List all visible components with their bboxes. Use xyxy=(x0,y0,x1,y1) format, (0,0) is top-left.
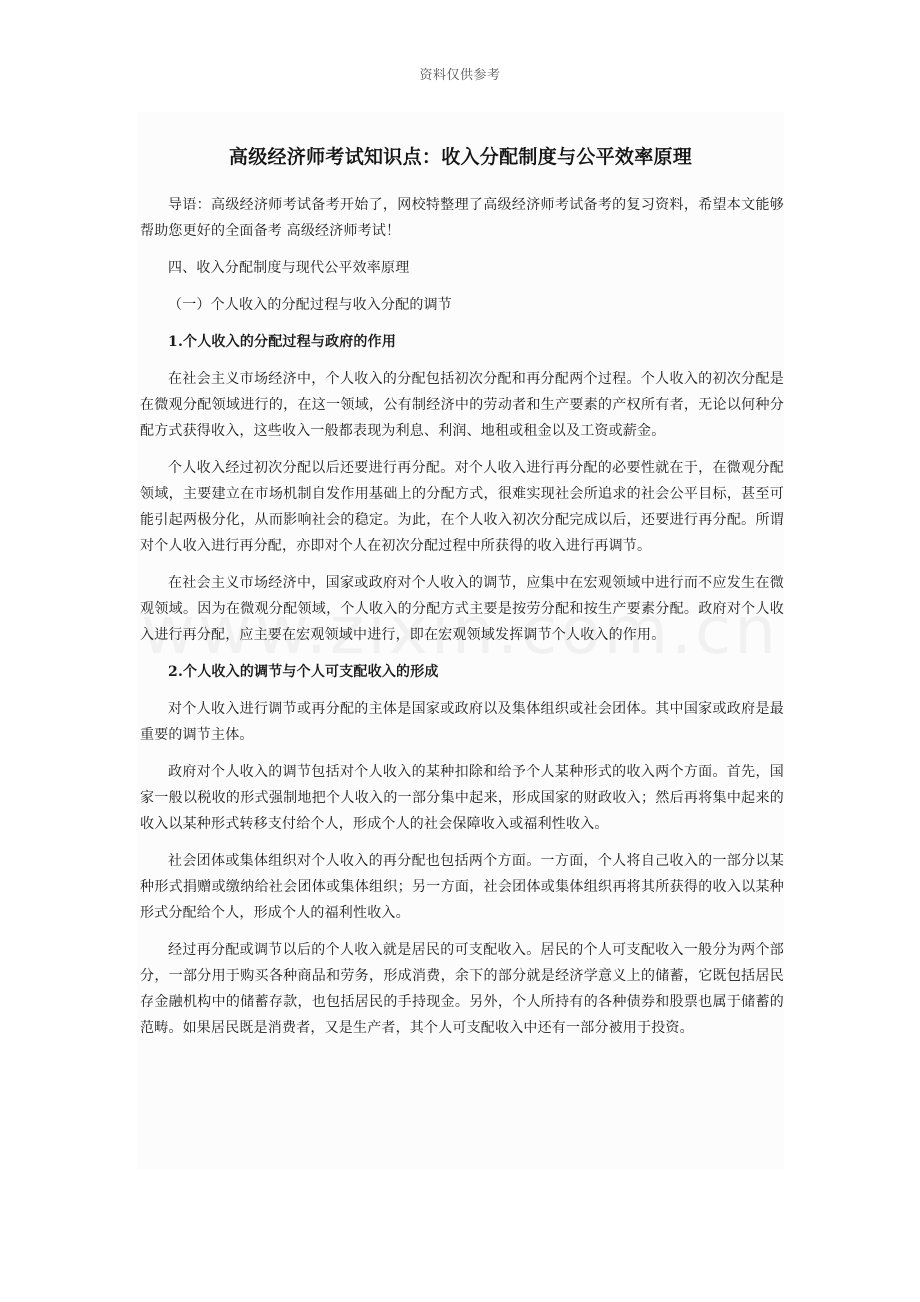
document-body xyxy=(137,112,784,1169)
document-text xyxy=(140,192,784,1052)
intro-paragraph: 导语：高级经济师考试备考开始了，网校特整理了高级经济师考试备考的复习资料，希望本文能够帮助您更好的全面备考 高级经济师考试！ xyxy=(140,197,784,239)
topic-heading-1: 1.个人收入的分配过程与政府的作用 xyxy=(168,334,397,350)
section-heading: 四、收入分配制度与现代公平效率原理 xyxy=(168,260,410,276)
body-paragraph: 在社会主义市场经济中，个人收入的分配包括初次分配和再分配两个过程。个人收入的初次分配是在微观分配领域进行的，在这一领域，公有制经济中的劳动者和生产要素的产权所有者，无论以何种分配方式获得收入，这些收入一般都表现为利息、利润、地租或租金以及工资或薪金。 xyxy=(140,371,784,439)
body-paragraph: 社会团体或集体组织对个人收入的再分配也包括两个方面。一方面，个人将自己收入的一部分以某种形式捐赠或缴纳给社会团体或集体组织；另一方面，社会团体或集体组织再将其所获得的收入以某种形式分配给个人，形成个人的福利性收入。 xyxy=(140,853,784,921)
body-paragraph: 政府对个人收入的调节包括对个人收入的某种扣除和给予个人某种形式的收入两个方面。首先，国家一般以税收的形式强制地把个人收入的一部分集中起来，形成国家的财政收入；然后再将集中起来的收入以某种形式转移支付给个人，形成个人的社会保障收入或福利性收入。 xyxy=(140,764,784,832)
subsection-heading: （一）个人收入的分配过程与收入分配的调节 xyxy=(168,297,452,313)
body-paragraph: 经过再分配或调节以后的个人收入就是居民的可支配收入。居民的个人可支配收入一般分为两个部分，一部分用于购买各种商品和劳务，形成消费，余下的部分就是经济学意义上的储蓄，它既包括居民存金融机构中的储蓄存款，也包括居民的手持现金。另外，个人所持有的各种债券和股票也属于储蓄的范畴。如果居民既是消费者，又是生产者，其个人可支配收入中还有一部分被用于投资。 xyxy=(140,942,784,1036)
document-title: 高级经济师考试知识点：收入分配制度与公平效率原理 xyxy=(228,146,693,168)
page-header-note: 资料仅供参考 xyxy=(419,68,501,83)
topic-heading-2: 2.个人收入的调节与个人可支配收入的形成 xyxy=(168,664,439,680)
body-paragraph: 个人收入经过初次分配以后还要进行再分配。对个人收入进行再分配的必要性就在于，在微观分配领域，主要建立在市场机制自发作用基础上的分配方式，很难实现社会所追求的社会公平目标，甚至可能引起两极分化，从而影响社会的稳定。为此，在个人收入初次分配完成以后，还要进行再分配。所谓对个人收入进行再分配，亦即对个人在初次分配过程中所获得的收入进行再调节。 xyxy=(140,460,784,554)
body-paragraph: 在社会主义市场经济中，国家或政府对个人收入的调节，应集中在宏观领域中进行而不应发生在微观领域。因为在微观分配领域，个人收入的分配方式主要是按劳分配和按生产要素分配。政府对个人收入进行再分配，应主要在宏观领域中进行，即在宏观领域发挥调节个人收入的作用。 xyxy=(140,575,784,643)
body-paragraph: 对个人收入进行调节或再分配的主体是国家或政府以及集体组织或社会团体。其中国家或政府是最重要的调节主体。 xyxy=(140,701,784,743)
